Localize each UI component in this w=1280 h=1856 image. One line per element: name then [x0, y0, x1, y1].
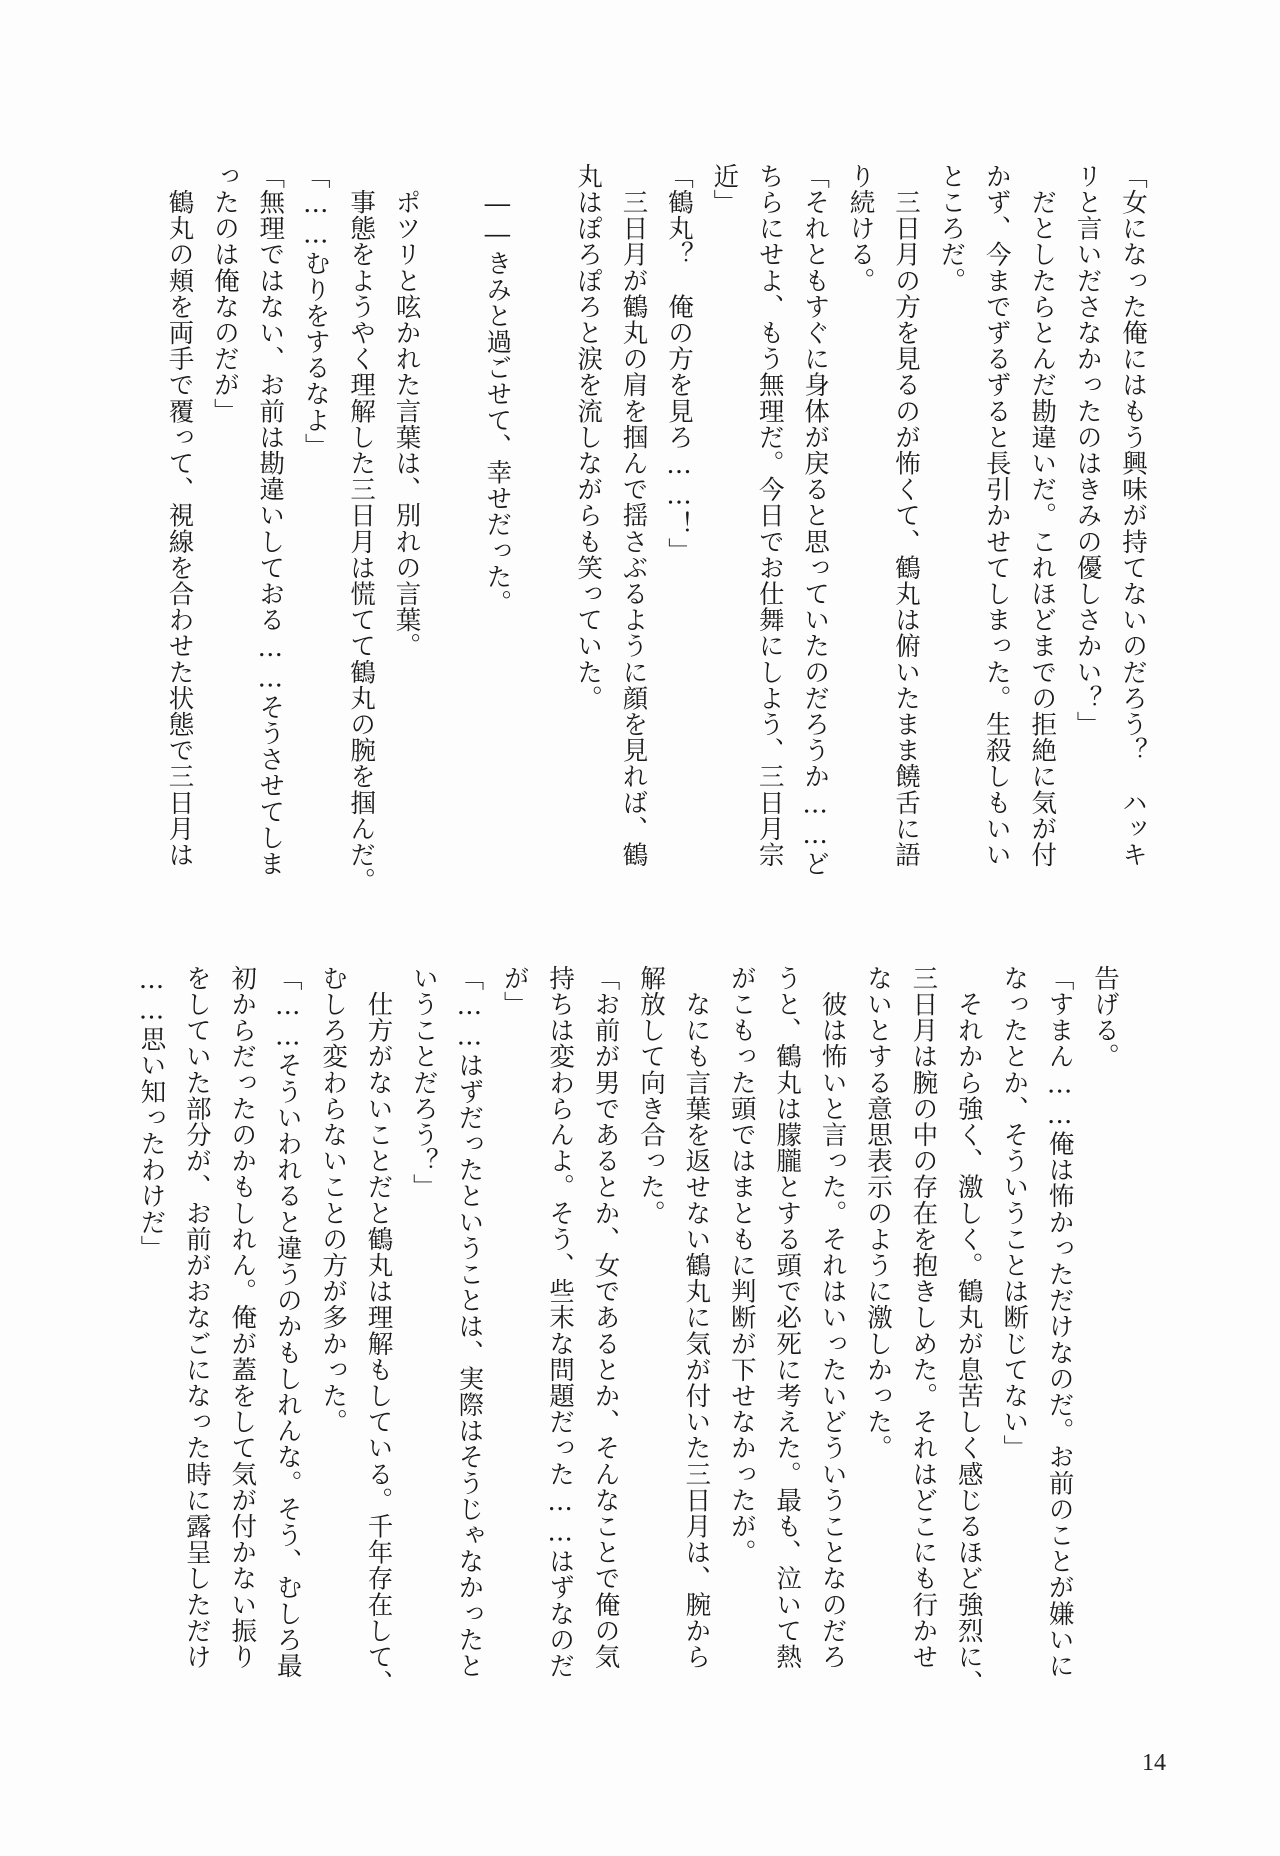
- text-block-upper: 「女になった俺にはもう興味が持てないのだろう？ ハッキ リと言いださなかったのはきみの優しさかい？」 だとしたらとんだ勘違いだ。これほどまでの拒絶に気が付 かず、今までずるずると長引かせてしまった。生殺しもいい ところだ。 三日月の方を見るのが怖くて、鶴丸は俯いたまま饒舌に語 り続ける。 「それともすぐに身体が戻ると思っていたのだろうか……ど ちらにせよ、もう無理だ。今日でお仕舞にしよう、三日月宗 近」 「鶴丸？ 俺の方を見ろ……！」 三日月が鶴丸の肩を掴んで揺さぶるように顔を見れば、鶴 丸はぽろぽろと涙を流しながらも笑っていた。 ――きみと過ごせて、幸せだった。 ポツリと呟かれた言葉は、別れの言葉。 事態をようやく理解した三日月は慌てて鶴丸の腕を掴んだ。 「……むりをするなよ」 「無理ではない、お前は勘違いしておる……そうさせてしま ったのは俺なのだが」 鶴丸の頬を両手で覆って、視線を合わせた状態で三日月は: [164, 163, 1148, 894]
- page-number: 14: [1142, 1750, 1166, 1776]
- text-block-lower: 告げる。 「すまん……俺は怖かっただけなのだ。お前のことが嫌いに なったとか、そういうことは断じてない」 それから強く、激しく。鶴丸が息苦しく感じるほど強烈に、 三日月は腕の中の存在を抱きしめた。それはどこにも行かせ ないとする意思表示のように激しかった。 彼は怖いと言った。それはいったいどういうことなのだろ うと、鶴丸は朦朧とする頭で必死に考えた。最も、泣いて熱 がこもった頭ではまともに判断が下せなかったが。 なにも言葉を返せない鶴丸に気が付いた三日月は、腕から 解放して向き合った。 「お前が男であるとか、女であるとか、そんなことで俺の気 持ちは変わらんよ。そう、些末な問題だった……はずなのだ が」 「……はずだったということは、実際はそうじゃなかったと いうことだろう？」 仕方がないことだと鶴丸は理解もしている。千年存在して、 むしろ変わらないことの方が多かった。 「……そういわれると違うのかもしれんな。そう、むしろ最 初からだったのかもしれん。俺が蓋をして気が付かない振り をしていた部分が、お前がおなごになった時に露呈しただけ ……思い知ったわけだ」: [136, 965, 1120, 1696]
